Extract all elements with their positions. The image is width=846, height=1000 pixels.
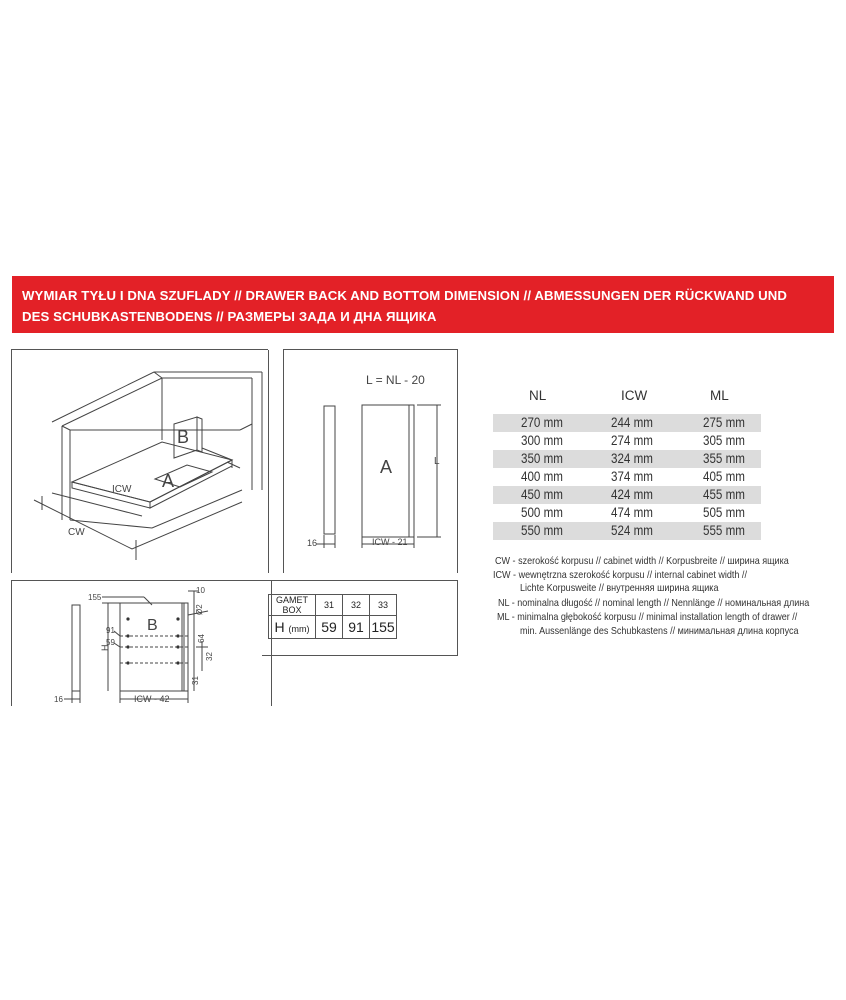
drawing3-label-10: 10 [196, 586, 205, 595]
dim-cell: 300 mm [521, 433, 563, 448]
drawing2-formula: L = NL - 20 [366, 373, 425, 387]
dim-col-nl: NL [529, 388, 547, 403]
drawing3-label-155: 155 [88, 593, 102, 602]
drawer-back-drawing [12, 581, 272, 706]
dim-cell: 505 mm [703, 505, 745, 520]
banner-title-line-2: DES SCHUBKASTENBODENS // РАЗМЕРЫ ЗАДА И ДНА ЯЩИКА [22, 309, 437, 324]
drawing2-label-icw21: ICW - 21 [372, 537, 408, 547]
drawing1-label-a: A [162, 471, 175, 491]
legend-line-cw: CW - szerokość korpusu // cabinet width // Korpusbreite // ширина ящика [495, 555, 789, 567]
legend-line-icw: ICW - wewnętrzna szerokość korpusu // internal cabinet width // [493, 569, 747, 581]
dim-cell: 500 mm [521, 505, 563, 520]
dim-cell: 274 mm [611, 433, 653, 448]
gamet-box-table [268, 594, 397, 639]
dim-cell: 524 mm [611, 523, 653, 538]
dim-cell: 270 mm [521, 415, 563, 430]
drawer-isometric-drawing [12, 350, 268, 573]
gamet-header-32: 32 [343, 595, 370, 616]
dim-row [493, 522, 761, 540]
drawing1-label-cw: CW [68, 527, 85, 538]
gamet-row-unit: (mm) [288, 624, 310, 634]
dim-cell: 350 mm [521, 451, 563, 466]
dim-cell: 275 mm [703, 415, 745, 430]
gamet-header-33: 33 [370, 595, 397, 616]
legend-line-ml: ML - minimalna głębokość korpusu // minimal installation length of drawer // [497, 611, 798, 623]
drawing3-label-h: H [100, 644, 110, 651]
drawing3-label-31: 31 [191, 676, 200, 685]
gamet-value-31: 59 [316, 616, 343, 639]
drawer-isometric-panel [11, 349, 268, 573]
gamet-value-32: 91 [343, 616, 370, 639]
gamet-value-33: 155 [370, 616, 397, 639]
dim-cell: 455 mm [703, 487, 745, 502]
gamet-header-31: 31 [316, 595, 343, 616]
dim-cell: 450 mm [521, 487, 563, 502]
banner-title-line-1: WYMIAR TYŁU I DNA SZUFLADY // DRAWER BACK AND BOTTOM DIMENSION // ABMESSUNGEN DER RÜCKWAND UND [22, 288, 787, 303]
drawing2-label-l: L [434, 456, 440, 467]
drawing3-label-59: 59 [106, 638, 115, 647]
dim-col-ml: ML [710, 388, 729, 403]
drawing3-label-phi: Ø2 [195, 604, 204, 615]
dim-cell: 405 mm [703, 469, 745, 484]
drawing2-label-16: 16 [307, 538, 318, 548]
dim-cell: 324 mm [611, 451, 653, 466]
drawing3-label-b: B [147, 617, 158, 634]
dim-row [493, 486, 761, 504]
drawing1-label-icw: ICW [112, 484, 132, 495]
gamet-box-panel-bottom [262, 655, 458, 656]
drawing3-label-32: 32 [205, 652, 214, 661]
drawer-front-panel [283, 349, 458, 573]
drawing1-label-b: B [177, 427, 190, 447]
drawing3-label-16: 16 [54, 695, 63, 704]
dim-col-icw: ICW [621, 388, 648, 403]
gamet-header-label: GAMET BOX [269, 595, 316, 616]
drawing3-label-64: 64 [197, 634, 206, 643]
dim-cell: 374 mm [611, 469, 653, 484]
dim-row [493, 504, 761, 522]
dim-row [493, 450, 761, 468]
dim-cell: 550 mm [521, 523, 563, 538]
drawing3-label-91: 91 [106, 626, 115, 635]
dim-row [493, 432, 761, 450]
gamet-row-label [269, 616, 316, 639]
dim-cell: 355 mm [703, 451, 745, 466]
dim-cell: 424 mm [611, 487, 653, 502]
drawing3-label-icw42: ICW - 42 [134, 694, 170, 704]
gamet-row-h: H [274, 619, 285, 635]
dim-cell: 555 mm [703, 523, 745, 538]
drawing2-label-a: A [380, 457, 393, 477]
legend-line-nl: NL - nominalna długość // nominal length // Nennlänge // номинальная длина [498, 597, 810, 609]
dim-cell: 305 mm [703, 433, 745, 448]
legend-line-ml-cont: min. Aussenlänge des Schubkastens // минимальная длина корпуса [520, 625, 799, 637]
dim-cell: 400 mm [521, 469, 563, 484]
legend-line-icw-cont: Lichte Korpusweite // внутренняя ширина ящика [520, 582, 719, 594]
dim-row [493, 414, 761, 432]
drawer-front-drawing [284, 350, 458, 573]
dim-row [493, 468, 761, 486]
dim-cell: 474 mm [611, 505, 653, 520]
header-banner [12, 276, 834, 333]
drawer-back-panel [11, 580, 272, 706]
dim-cell: 244 mm [611, 415, 653, 430]
